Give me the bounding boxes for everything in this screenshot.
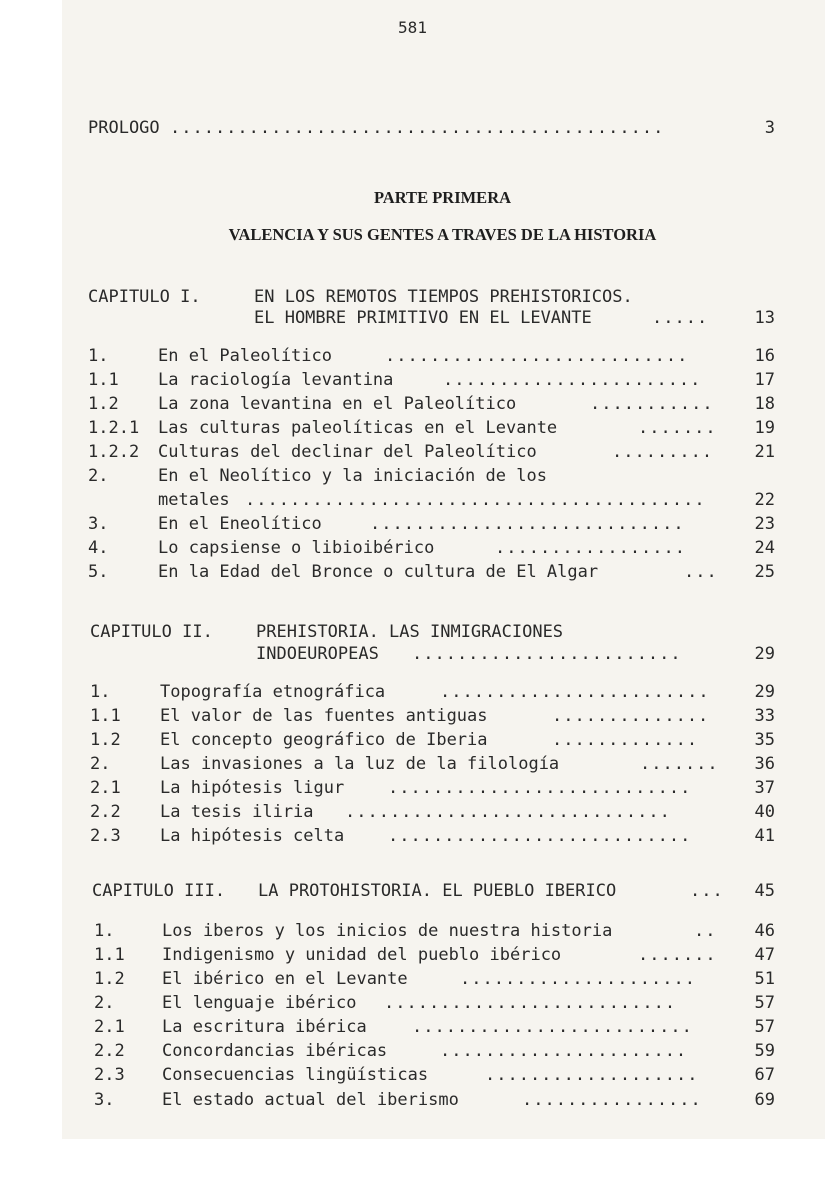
entry-number: 1.2 [94,969,125,989]
entry-page: 25 [754,562,775,582]
toc-entry [0,944,825,966]
toc-entry [0,681,825,703]
leader-dots: ......... [612,442,714,462]
entry-page: 45 [754,881,775,901]
entry-title: Lo capsiense o libioibérico [158,538,435,558]
entry-number: 1.1 [94,945,125,965]
entry-title: Culturas del declinar del Paleolítico [158,442,537,462]
entry-title: Topografía etnográfica [160,682,386,702]
toc-entry [0,825,825,847]
entry-title: El lenguaje ibérico [162,993,357,1013]
entry-page: 33 [754,706,775,726]
leader-dots: ....................... [443,370,702,390]
entry-title: El ibérico en el Levante [162,969,408,989]
toc-entry [0,1040,825,1062]
entry-page: 23 [754,514,775,534]
entry-page: 46 [754,921,775,941]
entry-title: Los iberos y los inicios de nuestra historia [162,921,613,941]
entry-page: 69 [754,1090,775,1110]
entry-page: 18 [754,394,775,414]
leader-dots: ........................... [388,778,692,798]
leader-dots: ............................ [370,514,685,534]
leader-dots: .......................... [384,993,677,1013]
entry-number: 1.2.2 [88,442,140,462]
entry-page: 17 [754,370,775,390]
toc-entry [0,705,825,727]
chapter-title-row [0,307,825,329]
entry-number: 1.1 [88,370,119,390]
entry-page: 40 [754,802,775,822]
chapter-title-row [0,880,825,902]
toc-entry [0,920,825,942]
leader-dots: ... [690,881,724,901]
entry-number: 3. [88,514,109,534]
chapter-label: CAPITULO II. [90,622,213,642]
chapter-label: CAPITULO III. [92,881,226,901]
entry-page: 59 [754,1041,775,1061]
leader-dots: ........... [590,394,714,414]
chapter-title-line1: EN LOS REMOTOS TIEMPOS PREHISTORICOS. [254,287,633,307]
entry-title: El concepto geográfico de Iberia [160,730,488,750]
entry-page: 57 [754,993,775,1013]
toc-entry [0,369,825,391]
entry-page: 3 [764,118,775,138]
chapter-title-line1: LA PROTOHISTORIA. EL PUEBLO IBERICO [258,881,617,901]
leader-dots: ........................ [412,644,682,664]
toc-entry [0,465,825,487]
entry-page: 47 [754,945,775,965]
entry-number: 4. [88,538,109,558]
entry-page: 36 [754,754,775,774]
toc-entry [0,753,825,775]
leader-dots: ..................... [460,969,696,989]
toc-entry [0,561,825,583]
leader-dots: ............. [552,730,699,750]
entry-title: En la Edad del Bronce o cultura de El Algar [158,562,599,582]
leader-dots: ...................... [440,1041,688,1061]
leader-dots: ..... [652,308,709,328]
entry-number: 2. [94,993,115,1013]
leader-dots: ......................................... [245,490,706,510]
part-title: VALENCIA Y SUS GENTES A TRAVES DE LA HISTORIA [228,225,657,244]
entry-number: 2.1 [94,1017,125,1037]
toc-entry [0,1016,825,1038]
entry-number: 1.1 [90,706,121,726]
toc-entry [0,801,825,823]
chapter-label: CAPITULO I. [88,287,201,307]
entry-number: 1.2 [88,394,119,414]
leader-dots: ................ [522,1090,702,1110]
entry-page: 29 [754,644,775,664]
leader-dots: ................. [495,538,686,558]
entry-page: 57 [754,1017,775,1037]
leader-dots: ....... [638,945,717,965]
entry-number: 2. [90,754,111,774]
page-number: 581 [398,18,427,37]
chapter-title-line1: PREHISTORIA. LAS INMIGRACIONES [256,622,564,642]
chapter-title-row [0,643,825,665]
toc-entry [0,1089,825,1111]
entry-number: 2.2 [94,1041,125,1061]
entry-title: La tesis iliria [160,802,314,822]
toc-entry [0,513,825,535]
entry-page: 67 [754,1065,775,1085]
leader-dots: ........................ [440,682,710,702]
entry-page: 24 [754,538,775,558]
entry-page: 16 [754,346,775,366]
toc-entry [0,393,825,415]
entry-page: 51 [754,969,775,989]
toc-entry [0,489,825,511]
entry-number: 2.3 [90,826,121,846]
leader-dots: ............................................ [170,118,665,138]
entry-page: 41 [754,826,775,846]
entry-title: El valor de las fuentes antiguas [160,706,488,726]
leader-dots: .............. [552,706,710,726]
leader-dots: .. [694,921,717,941]
entry-title: En el Paleolítico [158,346,332,366]
leader-dots: ........................... [385,346,689,366]
entry-number: 2.2 [90,802,121,822]
toc-entry [0,992,825,1014]
entry-title: Las invasiones a la luz de la filología [160,754,560,774]
entry-title: La hipótesis ligur [160,778,345,798]
toc-entry [0,968,825,990]
toc-entry-prologo [0,117,825,139]
part-label: PARTE PRIMERA [373,188,512,207]
leader-dots: ....... [638,418,717,438]
entry-number: 1. [90,682,111,702]
leader-dots: ....... [640,754,719,774]
entry-page: 35 [754,730,775,750]
entry-number: 3. [94,1090,115,1110]
entry-number: 1. [94,921,115,941]
leader-dots: ........................... [388,826,692,846]
entry-number: 1. [88,346,109,366]
entry-title: metales [158,490,230,510]
entry-title: La raciología levantina [158,370,394,390]
entry-title: Consecuencias lingüísticas [162,1065,429,1085]
entry-title: La hipótesis celta [160,826,345,846]
leader-dots: ... [684,562,718,582]
leader-dots: ................... [485,1065,699,1085]
toc-entry [0,729,825,751]
entry-page: 21 [754,442,775,462]
entry-number: 2.1 [90,778,121,798]
entry-page: 13 [754,308,775,328]
entry-title: La zona levantina en el Paleolítico [158,394,517,414]
toc-entry [0,417,825,439]
entry-title: El estado actual del iberismo [162,1090,459,1110]
entry-title: Las culturas paleolíticas en el Levante [158,418,558,438]
entry-page: 29 [754,682,775,702]
toc-entry [0,345,825,367]
toc-entry [0,777,825,799]
toc-entry [0,537,825,559]
chapter-title-line2: EL HOMBRE PRIMITIVO EN EL LEVANTE [254,308,592,328]
entry-number: 5. [88,562,109,582]
leader-dots: ............................. [345,802,671,822]
toc-entry [0,1064,825,1086]
entry-page: 37 [754,778,775,798]
entry-title: Concordancias ibéricas [162,1041,388,1061]
entry-page: 22 [754,490,775,510]
entry-title: Indigenismo y unidad del pueblo ibérico [162,945,562,965]
toc-entry [0,441,825,463]
entry-title: En el Eneolítico [158,514,322,534]
entry-number: 1.2 [90,730,121,750]
entry-page: 19 [754,418,775,438]
entry-title: PROLOGO [88,118,160,138]
entry-number: 2. [88,466,109,486]
entry-number: 2.3 [94,1065,125,1085]
entry-title: En el Neolítico y la iniciación de los [158,466,547,486]
entry-number: 1.2.1 [88,418,140,438]
chapter-title-line2: INDOEUROPEAS [256,644,379,664]
leader-dots: ......................... [412,1017,693,1037]
entry-title: La escritura ibérica [162,1017,367,1037]
